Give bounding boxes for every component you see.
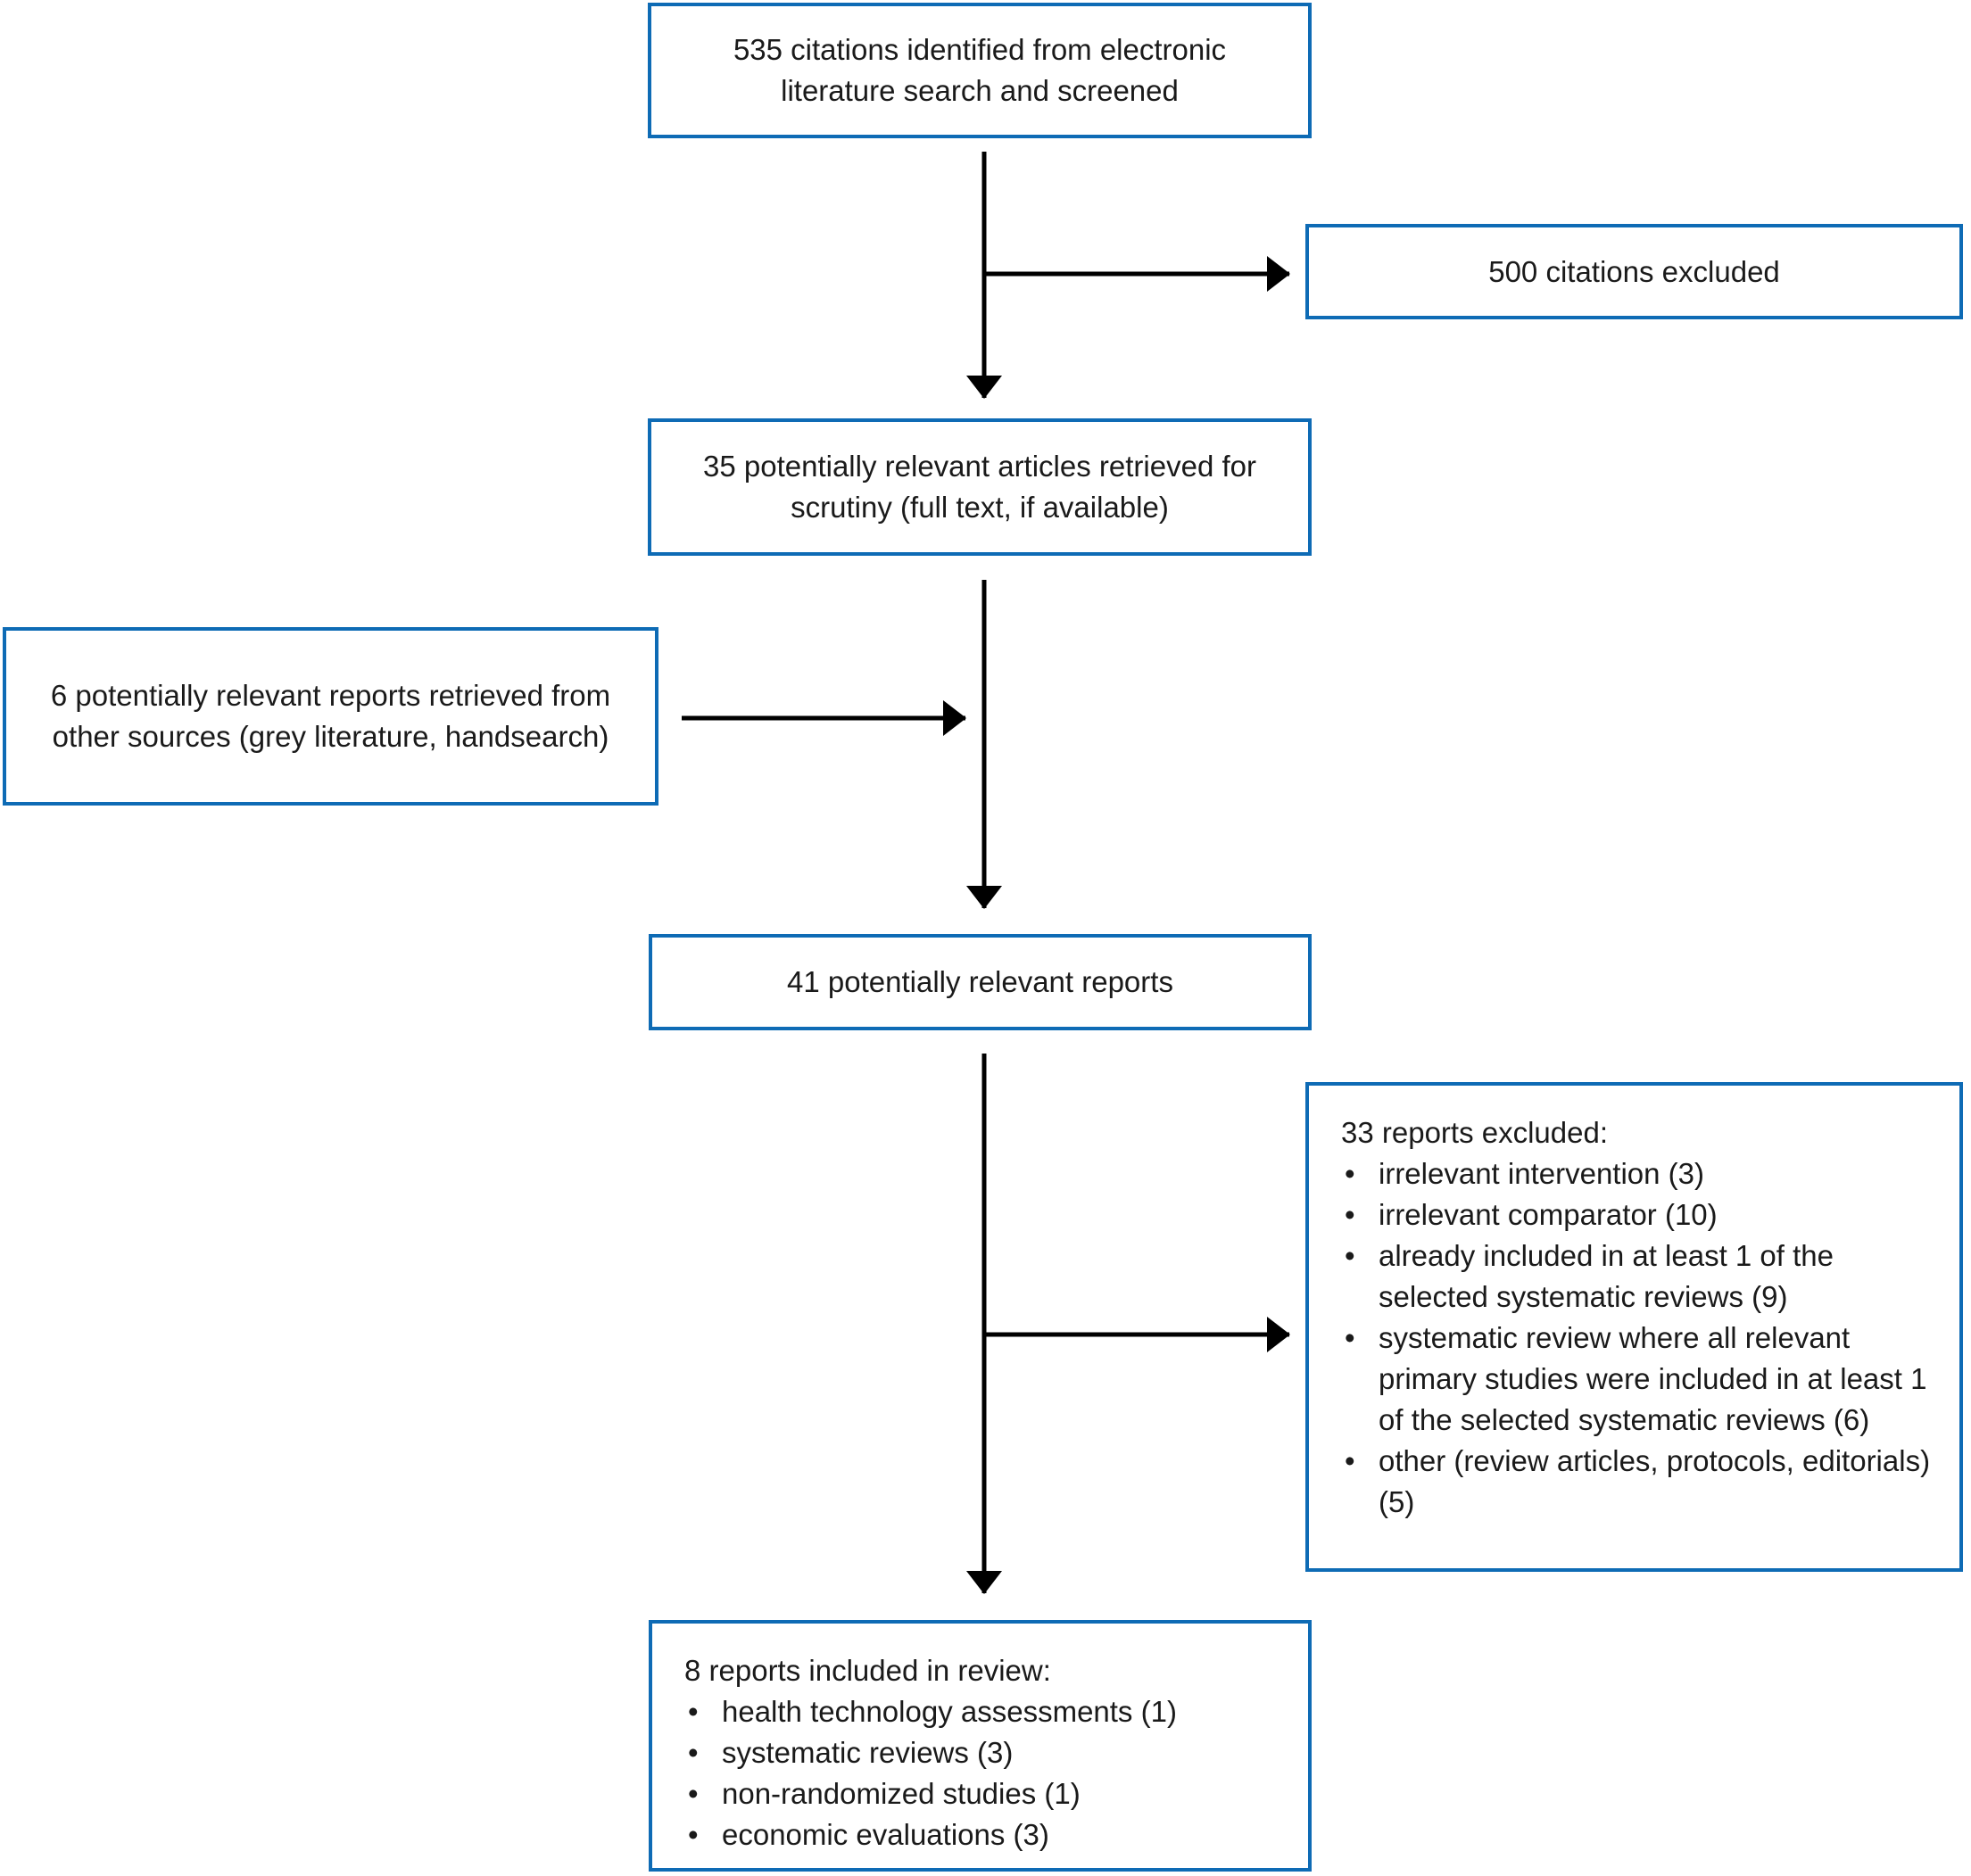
included-report-text: health technology assessments (1) — [722, 1695, 1177, 1728]
excluded-reason-text: already included in at least 1 of the selected systematic reviews (9) — [1379, 1239, 1834, 1313]
reports-excluded-title: 33 reports excluded: — [1341, 1116, 1609, 1149]
excluded-reason-item — [1341, 1318, 1936, 1441]
box-citations-excluded-text: 500 citations excluded — [1488, 254, 1780, 288]
box-citations-identified-text: 535 citations identified from electronic literature search and screened — [733, 33, 1227, 107]
box-citations-identified — [648, 3, 1312, 138]
box-reports-excluded — [1305, 1082, 1963, 1572]
reports-excluded-list — [1341, 1153, 1936, 1523]
box-other-sources — [3, 627, 658, 806]
reports-included-list — [684, 1691, 1285, 1855]
included-report-item — [684, 1814, 1285, 1855]
box-potentially-relevant — [649, 934, 1312, 1030]
box-other-sources-text: 6 potentially relevant reports retrieved from other sources (grey literature, handsearch) — [50, 679, 611, 753]
included-report-item — [684, 1773, 1285, 1814]
excluded-reason-item — [1341, 1153, 1936, 1194]
included-report-item — [684, 1691, 1285, 1732]
included-report-item — [684, 1732, 1285, 1773]
excluded-reason-text: irrelevant comparator (10) — [1379, 1198, 1718, 1231]
excluded-reason-item — [1341, 1236, 1936, 1318]
box-potentially-relevant-text: 41 potentially relevant reports — [787, 965, 1173, 998]
included-report-text: non-randomized studies (1) — [722, 1777, 1081, 1810]
included-report-text: economic evaluations (3) — [722, 1818, 1049, 1851]
box-articles-retrieved — [648, 418, 1312, 556]
excluded-reason-item — [1341, 1441, 1936, 1523]
box-reports-included — [649, 1620, 1312, 1872]
box-citations-excluded — [1305, 224, 1963, 319]
reports-included-title: 8 reports included in review: — [684, 1654, 1051, 1687]
excluded-reason-text: irrelevant intervention (3) — [1379, 1157, 1704, 1190]
excluded-reason-text: systematic review where all relevant primary studies were included in at least 1 of the selected systematic reviews (6) — [1379, 1321, 1927, 1436]
excluded-reason-text: other (review articles, protocols, editorials) (5) — [1379, 1444, 1931, 1518]
included-report-text: systematic reviews (3) — [722, 1736, 1014, 1769]
excluded-reason-item — [1341, 1194, 1936, 1236]
box-articles-retrieved-text: 35 potentially relevant articles retrieved for scrutiny (full text, if available) — [703, 450, 1256, 524]
